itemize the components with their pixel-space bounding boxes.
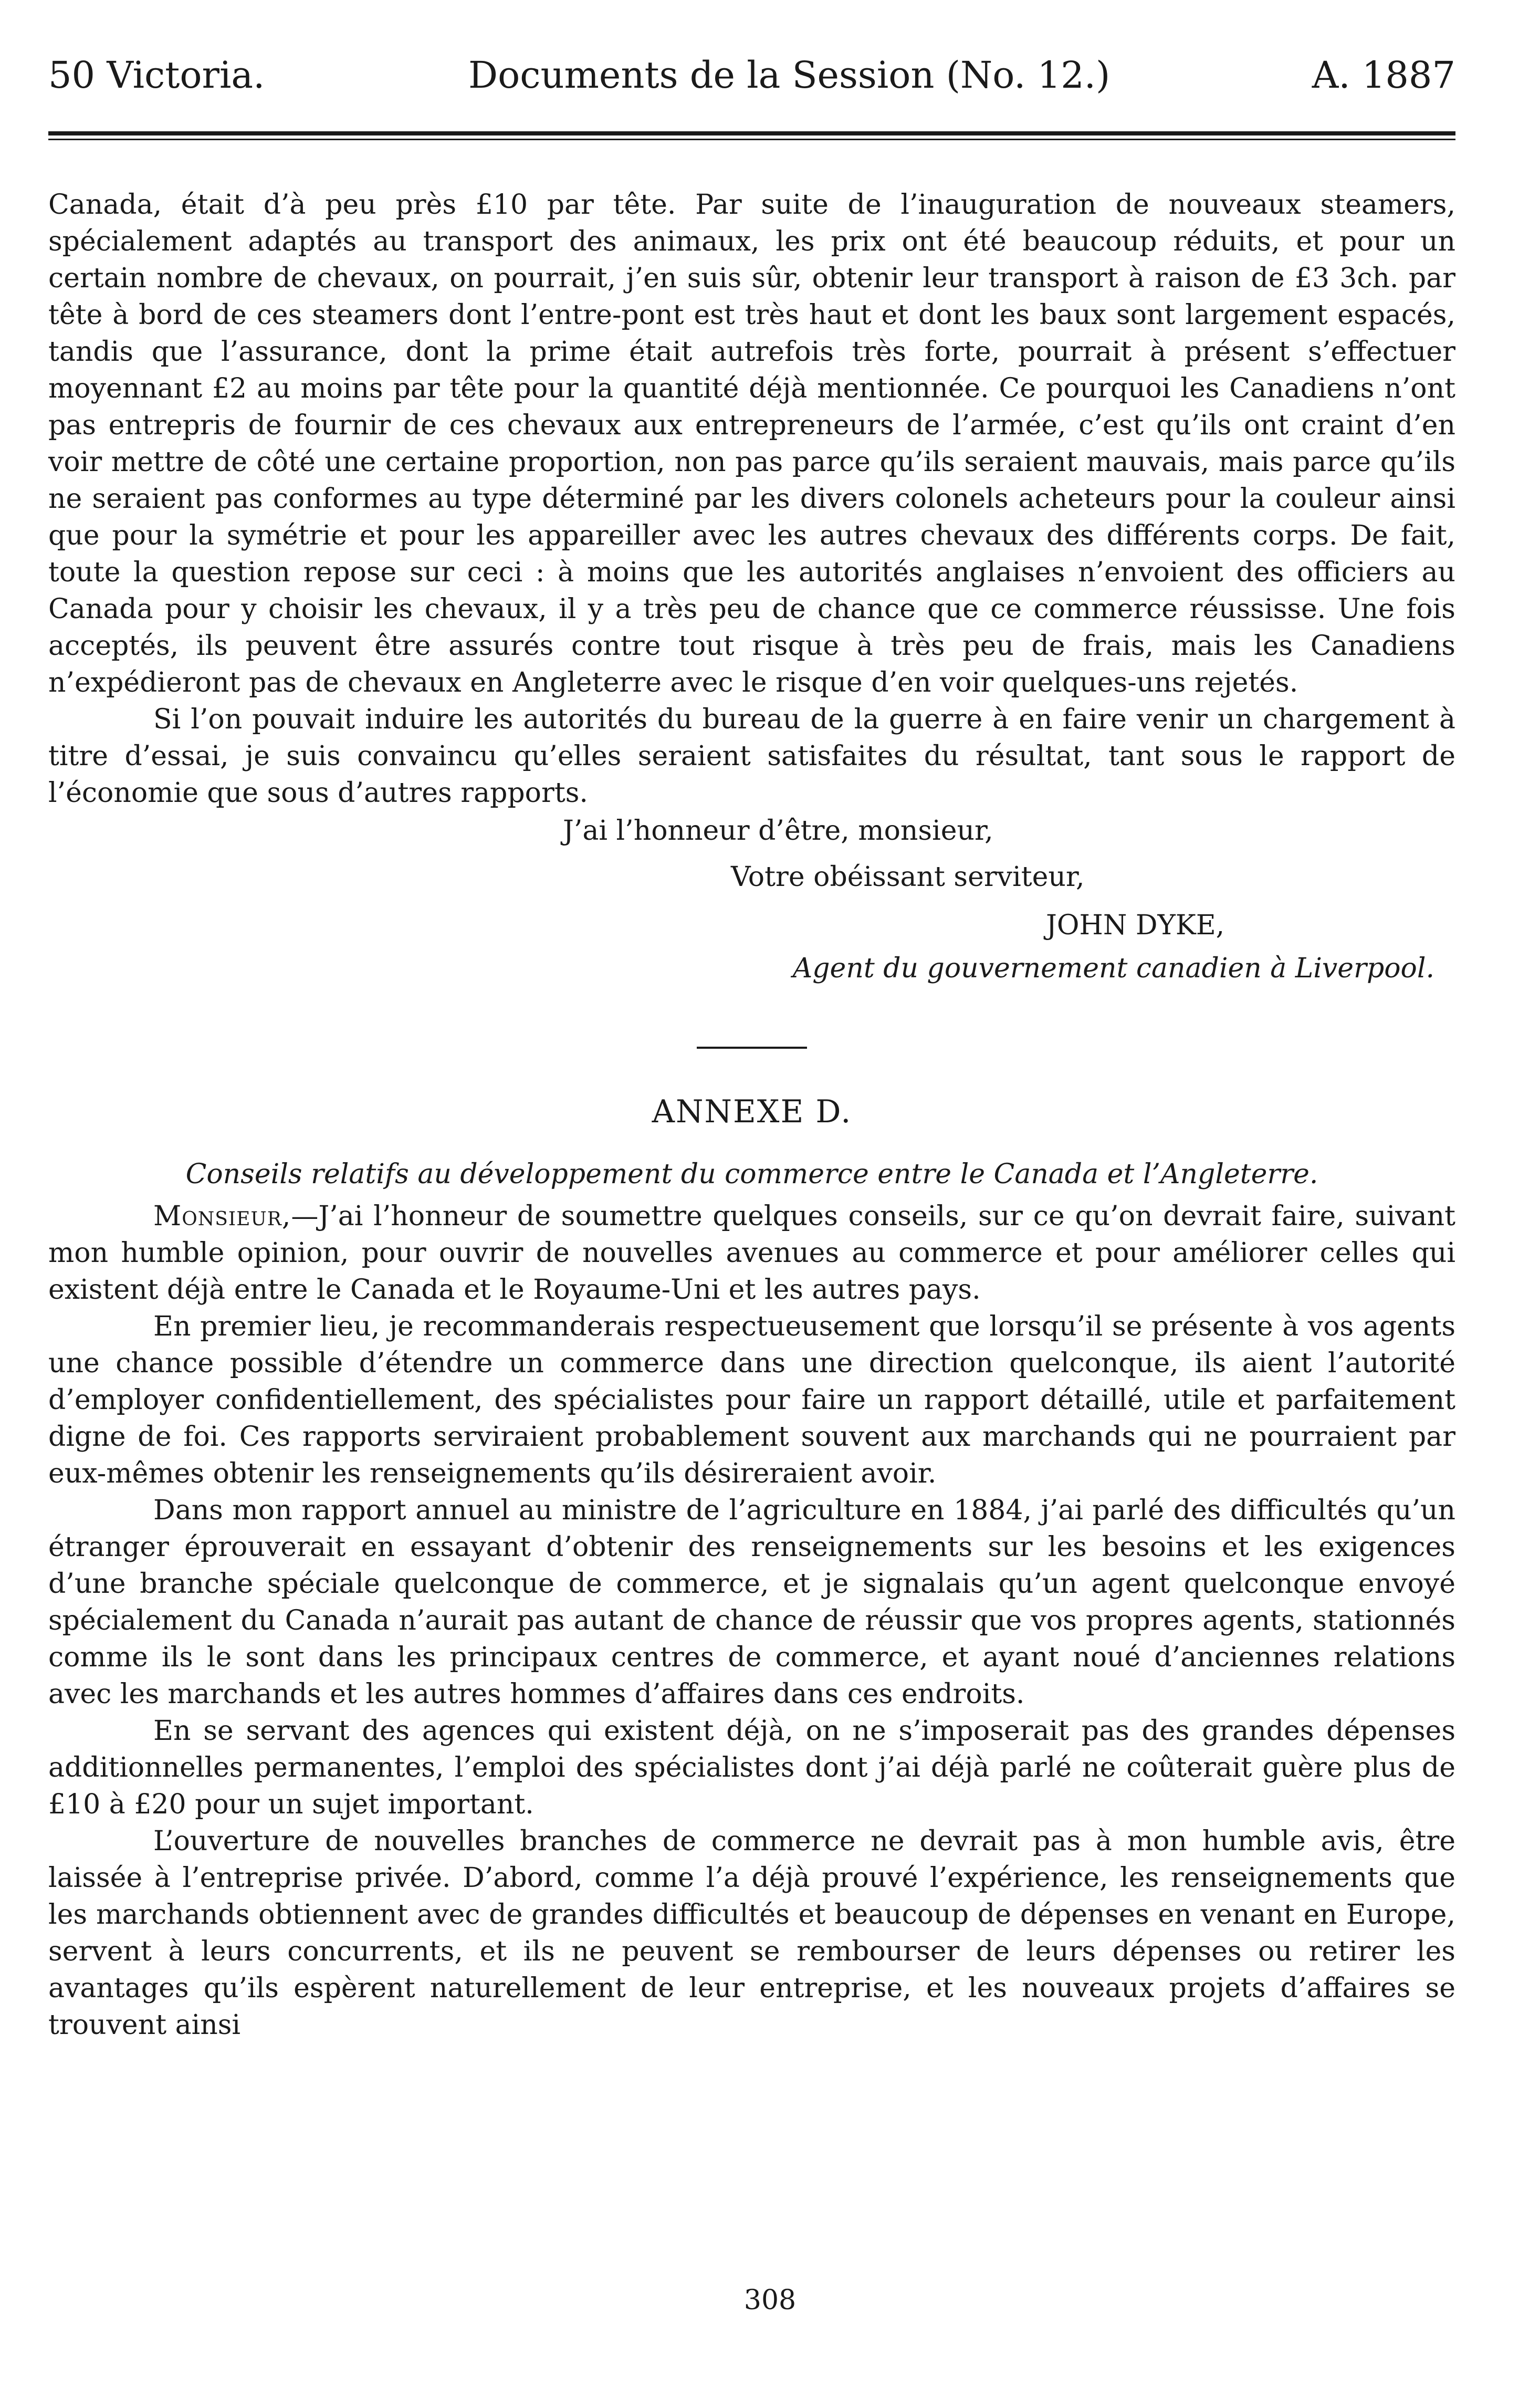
annex-paragraph-2: En premier lieu, je recommanderais respectueusement que lorsqu’il se présente à vos agents une chance possible d’étendre un commerce dans une direction quelconque, ils aient l’autorité d’employer confidentiellement, des spécialistes pour faire un rapport détaillé, utile et parfaitement digne de foi. Ces rapports serviraient probablement souvent aux marchands qui ne pourraient par eux-mêmes obtenir les renseignements qu’ils désireraient avoir.	[48, 1311, 1455, 1489]
closing-formula: J’ai l’honneur d’être, monsieur,	[563, 815, 993, 847]
annex-paragraph-3: Dans mon rapport annuel au ministre de l’agriculture en 1884, j’ai parlé des difficultés qu’un étranger éprouverait en essayant d’obtenir des renseignements sur les besoins et les exigences d’une branche spéciale quelconque de commerce, et je signalais qu’un agent quelconque envoyé spécialement du Canada n’aurait pas autant de chance de réussir que vos propres agents, stationnés comme ils le sont dans les principaux centres de commerce, et ayant noué d’anciennes relations avec les marchands et les autres hommes d’affaires dans ces endroits.	[48, 1495, 1455, 1710]
page-number: 308	[743, 2284, 797, 2316]
annex-paragraph-5: L’ouverture de nouvelles branches de commerce ne devrait pas à mon humble avis, être laissée à l’entreprise privée. D’abord, comme l’a déjà prouvé l’expérience, les renseignements que les marchands obtiennent avec de grandes difficultés et beaucoup de dépenses en venant en Europe, servent à leurs concurrents, et ils ne peuvent se rembourser de leurs dépenses ou retirer les avantages qu’ils espèrent naturellement de leur entreprise, et les nouveaux projets d’affaires se trouvent ainsi	[48, 1825, 1455, 2041]
salutation: Monsieur,	[153, 1201, 291, 1232]
annex-title: ANNEXE D.	[652, 1093, 852, 1130]
header-year: A. 1887	[1312, 54, 1455, 97]
page-body	[48, 186, 1455, 2043]
annex-paragraph-4: En se servant des agences qui existent déjà, on ne s’imposerait pas des grandes dépenses additionnelles permanentes, l’emploi des spécialistes dont j’ai déjà parlé ne coûterait guère plus de £10 à £20 pour un sujet important.	[48, 1715, 1455, 1820]
signature-name: JOHN DYKE,	[1046, 910, 1225, 941]
annex-subtitle: Conseils relatifs au développement du commerce entre le Canada et l’Angleterre.	[185, 1159, 1318, 1190]
annex-paragraph-1	[48, 1198, 1455, 1308]
letter-paragraph-1: Canada, était d’à peu près £10 par tête. Par suite de l’inauguration de nouveaux steamers, spécialement adaptés au transport des animaux, les prix ont été beaucoup réduits, et pour un certain nombre de chevaux, on pourrait, j’en suis sûr, obtenir leur transport à raison de £3 3ch. par tête à bord de ces steamers dont l’entre-pont est très haut et dont les baux sont largement espacés, tandis que l’assurance, dont la prime était autrefois très forte, pourrait à présent s’effectuer moyennant £2 au moins par tête pour la quantité déjà mentionnée. Ce pourquoi les Canadiens n’ont pas entrepris de fournir de ces chevaux aux entrepreneurs de l’armée, c’est qu’ils ont craint d’en voir mettre de côté une certaine proportion, non pas parce qu’ils seraient mauvais, mais parce qu’ils ne seraient pas conformes au type déterminé par les divers colonels acheteurs pour la couleur ainsi que pour la symétrie et pour les appareiller avec les autres chevaux des différents corps. De fait, toute la question repose sur ceci : à moins que les autorités anglaises n’envoient des officiers au Canada pour y choisir les chevaux, il y a très peu de chance que ce commerce réussisse. Une fois acceptés, ils peuvent être assurés contre tout risque à très peu de frais, mais les Canadiens n’expédieront pas de chevaux en Angleterre avec le risque d’en voir quelques-uns rejetés.	[48, 189, 1455, 698]
letter-paragraph-2: Si l’on pouvait induire les autorités du bureau de la guerre à en faire venir un chargement à titre d’essai, je suis convaincu qu’elles seraient satisfaites du résultat, tant sous le rapport de l’économie que sous d’autres rapports.	[48, 704, 1455, 809]
closing-servant: Votre obéissant serviteur,	[731, 861, 1085, 893]
header-document-title: Documents de la Session (No. 12.)	[468, 54, 1111, 97]
header-rule-thin	[48, 139, 1455, 140]
running-header	[48, 46, 1455, 104]
header-session-year: 50 Victoria.	[48, 54, 265, 97]
letter-closing	[48, 812, 1455, 1001]
header-rule-thick	[48, 131, 1455, 135]
section-divider	[697, 1047, 807, 1049]
annex-paragraph-1-text: —J’ai l’honneur de soumettre quelques conseils, sur ce qu’on devrait faire, suivant mon humble opinion, pour ouvrir de nouvelles avenues au commerce et pour améliorer celles qui existent déjà entre le Canada et le Royaume-Uni et les autres pays.	[48, 1201, 1455, 1306]
signature-title: Agent du gouvernement canadien à Liverpool.	[792, 953, 1434, 984]
